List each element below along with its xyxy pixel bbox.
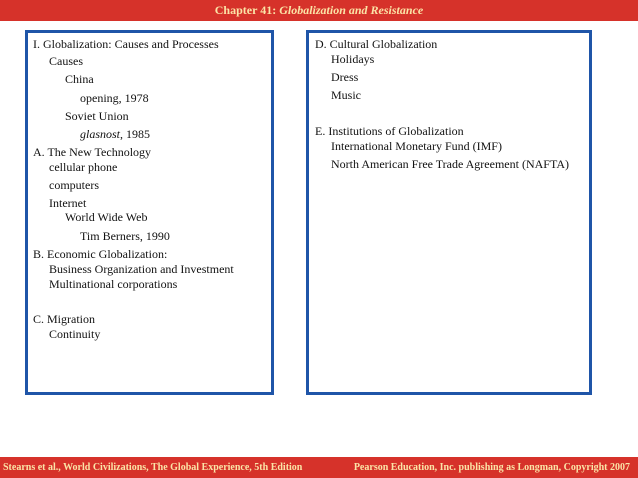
outline-heading-new-technology: A. The New Technology bbox=[33, 145, 152, 159]
outline-item-nafta: North American Free Trade Agreement (NAFTA) bbox=[331, 157, 569, 171]
outline-item-opening-1978: opening, 1978 bbox=[80, 91, 149, 105]
outline-item-music: Music bbox=[331, 88, 361, 102]
outline-item-computers: computers bbox=[49, 178, 99, 192]
outline-heading-institutions: E. Institutions of Globalization bbox=[315, 124, 464, 138]
outline-item-continuity: Continuity bbox=[49, 327, 101, 341]
chapter-subject: Globalization and Resistance bbox=[279, 3, 424, 17]
right-outline-panel bbox=[306, 30, 592, 395]
outline-heading-migration: C. Migration bbox=[33, 312, 95, 326]
slide-title bbox=[215, 3, 423, 17]
outline-item-world-wide-web: World Wide Web bbox=[65, 210, 148, 224]
outline-heading-cultural-globalization: D. Cultural Globalization bbox=[315, 37, 438, 51]
header-bar bbox=[0, 0, 638, 21]
outline-item-causes: Causes bbox=[49, 54, 83, 68]
footer-bar bbox=[0, 457, 638, 478]
outline-heading-globalization-causes: I. Globalization: Causes and Processes bbox=[33, 37, 219, 51]
outline-item-internet: Internet bbox=[49, 196, 87, 210]
outline-item-cellular-phone: cellular phone bbox=[49, 160, 118, 174]
outline-item-tim-berners: Tim Berners, 1990 bbox=[80, 229, 170, 243]
glasnost-year: , 1985 bbox=[120, 127, 151, 141]
outline-item-china: China bbox=[65, 72, 94, 86]
outline-heading-economic-globalization: B. Economic Globalization: bbox=[33, 247, 168, 261]
outline-item-soviet-union: Soviet Union bbox=[65, 109, 129, 123]
chapter-label: Chapter 41: bbox=[214, 3, 277, 17]
outline-item-business-organization: Business Organization and Investment bbox=[49, 262, 234, 276]
footer-copyright: Pearson Education, Inc. publishing as Longman, Copyright 2007 bbox=[353, 462, 630, 473]
footer-citation: Stearns et al., World Civilizations, The Global Experience, 5th Edition bbox=[3, 462, 303, 473]
glasnost-term: glasnost bbox=[80, 127, 121, 141]
outline-item-holidays: Holidays bbox=[331, 52, 375, 66]
outline-item-glasnost-1985 bbox=[80, 127, 150, 141]
outline-item-multinational-corporations: Multinational corporations bbox=[49, 277, 178, 291]
outline-item-dress: Dress bbox=[331, 70, 359, 84]
outline-item-imf: International Monetary Fund (IMF) bbox=[331, 139, 502, 153]
